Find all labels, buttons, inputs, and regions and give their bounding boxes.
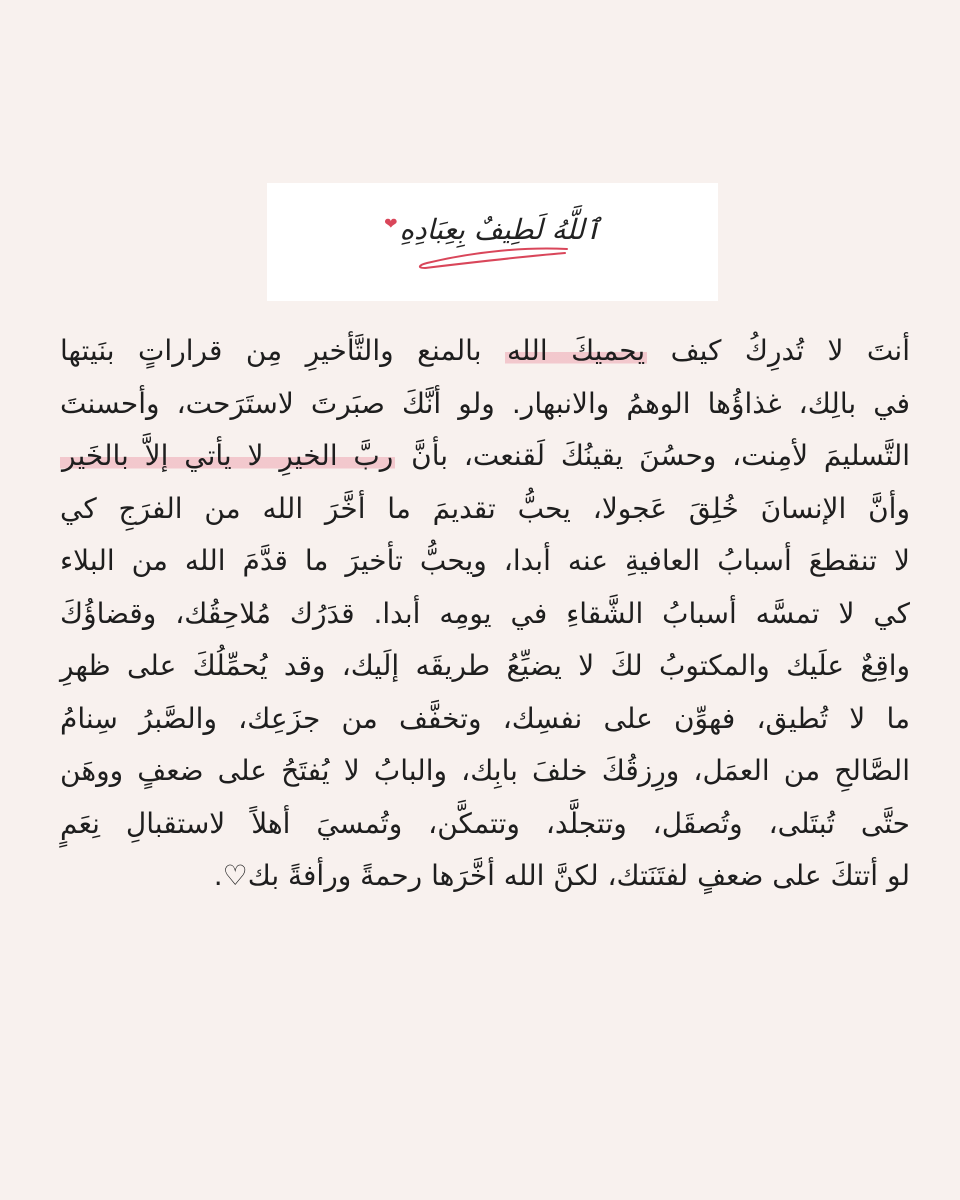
quote-body (60, 325, 910, 903)
title-card (267, 183, 718, 301)
text-line-5: لا تنقطعَ أسبابُ العافيةِ عنه أبدا، ويحبُّ تأخيرَ ما قدَّمَ الله من البلاء (60, 544, 910, 577)
brush-underline-icon (407, 235, 577, 275)
text-line-3 (60, 430, 910, 483)
text-line-6: كي لا تمسَّه أسبابُ الشَّقاءِ في يومِه أبدا. قدَرُك مُلاحِقُك، وقضاؤُكَ (60, 596, 910, 630)
title-text: ٱللَّهُ لَطِيفٌ بِعِبَادِهِ (399, 213, 601, 246)
heart-outline-icon: ♡. (213, 859, 248, 892)
text-line-1 (60, 325, 910, 378)
text-segment: التَّسليمَ لأمِنت، وحسُنَ يقينُكَ لَقنعت، بأنَّ (395, 439, 910, 472)
highlight: يحميكَ الله (507, 334, 646, 367)
text-line-8: ما لا تُطيق، فهوِّن على نفسِك، وتخفَّف من جزَعِك، والصَّبرُ سِنامُ (60, 701, 910, 735)
heart-icon: ❤ (384, 213, 398, 233)
text-line-7: واقِعٌ علَيك والمكتوبُ لكَ لا يضيِّعُ طريقَه إلَيك، وقد يُحمِّلُكَ على ظهرِ (60, 649, 910, 682)
text-line-9: الصَّالحِ من العمَل، ورِزقُكَ خلفَ بابِك، والبابُ لا يُفتَحُ على ضعفٍ ووهَن (60, 754, 910, 787)
text-segment: أنتَ لا تُدرِكُ كيف (647, 334, 911, 367)
highlight: ربَّ الخيرِ لا يأتي إلاَّ بالخَير (62, 439, 394, 472)
text-line-10: حتَّى تُبتَلى، وتُصقَل، وتتجلَّد، وتتمكَّن، وتُمسيَ أهلاً لاستقبالِ نِعَمٍ (60, 806, 910, 840)
text-line-11 (60, 850, 910, 903)
text-line-4: وأنَّ الإنسانَ خُلِقَ عَجولا، يحبُّ تقديمَ ما أخَّرَ الله من الفرَجِ كي (60, 491, 910, 525)
text-segment: لو أتتكَ على ضعفٍ لفتَنَتك، لكنَّ الله أخَّرَها رحمةً ورأفةً بك (247, 859, 910, 892)
text-line-2: في بالِك، غذاؤُها الوهمُ والانبهار. ولو أنَّكَ صبَرتَ لاستَرَحت، وأحسنتَ (60, 386, 910, 420)
text-segment: بالمنع والتَّأخيرِ مِن قراراتٍ بنَيتها (60, 334, 505, 367)
